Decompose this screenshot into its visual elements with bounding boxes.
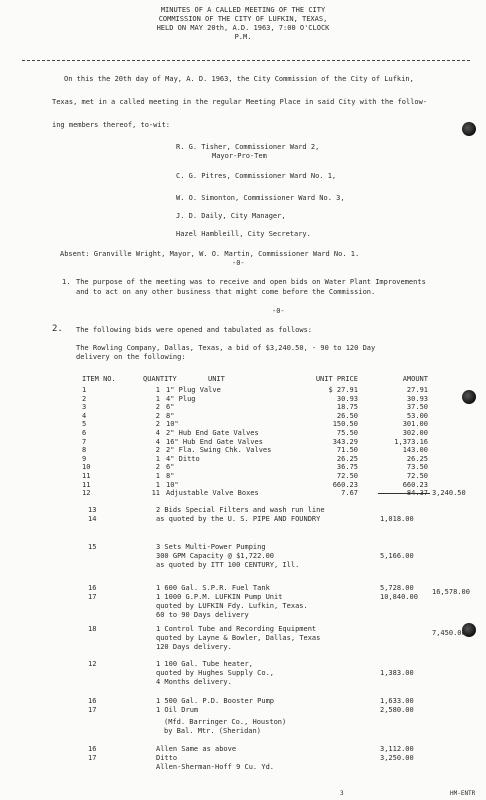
bid-line: 4 Months delivery.: [156, 678, 232, 686]
bid-line: 3 Sets Multi-Power Pumping: [156, 543, 266, 551]
amount: 30.93: [406, 394, 428, 403]
description: 10": [166, 420, 179, 429]
minutes-title-line-4: P.M.: [234, 33, 252, 41]
description: 4" Ditto: [166, 454, 200, 463]
header-unit: UNIT: [208, 375, 225, 383]
bid-amount: 3,250.00: [380, 754, 414, 762]
vendor-1-line-1: The Rowling Company, Dallas, Texas, a bid of $3,240.50, - 90 to 120 Day: [76, 344, 376, 352]
bid-amount: 1,018.00: [380, 515, 414, 523]
bid-line: 1 100 Gal. Tube heater,: [156, 660, 253, 668]
bid-line: quoted by LUFKIN Fdy. Lufkin, Texas.: [156, 602, 308, 610]
minutes-title-line-2: COMMISSION OF THE CITY OF LUFKIN, TEXAS,: [158, 15, 328, 23]
unit-price: 26.25: [336, 454, 358, 463]
item-number: 11: [82, 472, 91, 480]
unit-price: 18.75: [336, 403, 358, 412]
bid-line: 1 Oil Drum: [156, 706, 199, 714]
quantity: 1: [155, 480, 160, 489]
description: 8": [166, 472, 175, 480]
description: 8": [166, 411, 175, 420]
intro-line-2: Texas, met in a called meeting in the regular Meeting Place in said City with the follow-: [52, 98, 428, 106]
quantity: 1: [155, 472, 160, 480]
item-number: 8: [82, 446, 87, 455]
description: 6": [166, 463, 175, 472]
item-1-text-line-1: The purpose of the meeting was to receive and open bids on Water Plant Improvements: [76, 278, 426, 286]
attendee-2: C. G. Pitres, Commissioner Ward No. 1,: [176, 172, 337, 180]
bid-line: as quoted by the U. S. PIPE AND FOUNDRY: [156, 515, 321, 523]
intro-line-3: ing members thereof, to-wit:: [52, 121, 171, 129]
quantity: 11: [151, 489, 160, 498]
bid-amount: 2,580.00: [380, 706, 414, 714]
bid-line: Ditto: [156, 754, 178, 762]
item-number: 7: [82, 437, 87, 446]
item-number: 3: [82, 403, 87, 412]
amount: 37.50: [406, 403, 428, 412]
item-1-separator: -0-: [272, 307, 285, 315]
bid-item-number: 16: [88, 697, 97, 705]
amount: 84.37: [406, 489, 428, 498]
bid-line: 1 500 Gal. P.D. Booster Pump: [156, 697, 275, 705]
bid-item-number: 15: [88, 543, 97, 551]
minutes-title-line-1: MINUTES OF A CALLED MEETING OF THE CITY: [160, 6, 326, 14]
quantity: 2: [155, 463, 160, 472]
bid-line: by Bal. Mtr. (Sheridan): [164, 727, 261, 735]
unit-price: 75.50: [336, 429, 358, 437]
item-number: 1: [82, 386, 87, 394]
bid-item-number: 16: [88, 584, 97, 592]
unit-price: 71.50: [336, 446, 358, 455]
bid-line: Allen Same as above: [156, 745, 237, 753]
bid-line: 2 Bids Special Filters and wash run line: [156, 506, 325, 514]
bid-line: Allen-Sherman-Hoff 9 Cu. Yd.: [156, 763, 275, 771]
bid-line: 1 600 Gal. S.P.R. Fuel Tank: [156, 584, 270, 592]
item-number: 5: [82, 420, 87, 429]
bid-item-number: 17: [88, 706, 97, 714]
item-1-text-line-2: and to act on any other business that might come before the Commission.: [76, 288, 376, 296]
bid-line: 1 Control Tube and Recording Equipment: [156, 625, 317, 633]
bid-total: 16,578.00: [432, 588, 470, 596]
quantity: 1: [155, 454, 160, 463]
description: 2" Hub End Gate Valves: [166, 429, 259, 437]
quantity: 4: [155, 437, 160, 446]
unit-price: 150.50: [332, 420, 358, 429]
minutes-title-line-3: HELD ON MAY 20th, A.D. 1963, 7:00 O'CLOCK: [156, 24, 330, 32]
attendee-1-title: Mayor-Pro-Tem: [212, 152, 267, 160]
bid-line: as quoted by ITT 100 CENTURY, Ill.: [156, 561, 300, 569]
punch-hole-top: [462, 122, 476, 136]
amount: 143.00: [402, 446, 428, 455]
item-number: 4: [82, 411, 87, 420]
subtotal: 3,240.50: [432, 489, 466, 498]
amount: 302.00: [402, 429, 428, 437]
description: 4" Plug: [166, 394, 196, 403]
bid-item-number: 13: [88, 506, 97, 514]
absent-line: Absent: Granville Wright, Mayor, W. O. Martin, Commissioner Ward No. 1.: [60, 250, 360, 258]
bid-amount: 5,728.00: [380, 584, 414, 592]
description: 16" Hub End Gate Valves: [166, 437, 263, 446]
unit-price: 660.23: [332, 480, 358, 489]
subtotal-underline: [378, 493, 430, 494]
bid-item-number: 17: [88, 754, 97, 762]
quantity: 1: [155, 386, 160, 394]
item-2-number: 2.: [52, 324, 63, 334]
unit-price: 36.75: [336, 463, 358, 472]
bid-line: quoted by Layne & Bowler, Dallas, Texas: [156, 634, 321, 642]
bid-line: 60 to 90 Days delivery: [156, 611, 249, 619]
bid-amount: 1,383.00: [380, 669, 414, 677]
item-number: 11: [82, 480, 91, 489]
unit-price: 343.29: [332, 437, 358, 446]
bid-item-number: 16: [88, 745, 97, 753]
header-amount: AMOUNT: [402, 375, 428, 383]
unit-price: 26.50: [336, 411, 358, 420]
header-quantity: QUANTITY: [143, 375, 177, 383]
attendee-3: W. O. Simonton, Commissioner Ward No. 3,: [176, 194, 345, 202]
amount: 26.25: [406, 454, 428, 463]
bid-amount: 3,112.00: [380, 745, 414, 753]
item-2-text: The following bids were opened and tabulated as follows:: [76, 326, 313, 334]
intro-line-1: On this the 20th day of May, A. D. 1963, the City Commission of the City of Lufkin,: [64, 75, 414, 83]
description: 6": [166, 403, 175, 412]
table-header: [0, 375, 486, 384]
document-stamp: HM-ENTR: [450, 790, 476, 797]
header-divider: [22, 60, 470, 61]
item-1-number: 1.: [62, 278, 71, 286]
amount: 301.00: [402, 420, 428, 429]
absent-separator: -0-: [232, 259, 245, 267]
bid-line: (Mfd. Barringer Co., Houston): [164, 718, 287, 726]
quantity: 2: [155, 446, 160, 455]
item-number: 9: [82, 454, 87, 463]
unit-price: 7.67: [341, 489, 358, 498]
item-number: 10: [82, 463, 91, 472]
description: Adjustable Valve Boxes: [166, 489, 259, 498]
page-number: 3: [340, 790, 344, 797]
amount: 660.23: [402, 480, 428, 489]
bid-total: 7,450.00: [432, 629, 466, 637]
vendor-1-line-2: delivery on the following:: [76, 353, 186, 361]
bid-amount: 1,633.00: [380, 697, 414, 705]
unit-price: $ 27.91: [328, 386, 358, 394]
bid-amount: 10,840.00: [380, 593, 418, 601]
bid-amount: 5,166.00: [380, 552, 414, 560]
amount: 73.50: [406, 463, 428, 472]
attendee-4: J. D. Daily, City Manager,: [176, 212, 286, 220]
amount: 1,373.16: [394, 437, 428, 446]
item-number: 6: [82, 429, 87, 437]
header-item-no: ITEM NO.: [82, 375, 116, 383]
attendee-1: R. G. Tisher, Commissioner Ward 2,: [176, 143, 320, 151]
bid-line: 120 Days delivery.: [156, 643, 232, 651]
bid-item-number: 18: [88, 625, 97, 633]
quantity: 4: [155, 429, 160, 437]
bid-item-number: 12: [88, 660, 97, 668]
amount: 53.00: [406, 411, 428, 420]
unit-price: 72.50: [336, 472, 358, 480]
quantity: 2: [155, 403, 160, 412]
quantity: 2: [155, 411, 160, 420]
header-unit-price: UNIT PRICE: [315, 375, 358, 383]
quantity: 2: [155, 420, 160, 429]
description: 10": [166, 480, 179, 489]
quantity: 1: [155, 394, 160, 403]
description: 2" Fla. Swing Chk. Valves: [166, 446, 272, 455]
bid-line: quoted by Hughes Supply Co.,: [156, 669, 275, 677]
unit-price: 30.93: [336, 394, 358, 403]
bid-item-number: 14: [88, 515, 97, 523]
amount: 27.91: [406, 386, 428, 394]
description: 1" Plug Valve: [166, 386, 221, 394]
bid-line: 300 GPM Capacity @ $1,722.00: [156, 552, 275, 560]
bid-line: 1 1000 G.P.M. LUFKIN Pump Unit: [156, 593, 283, 601]
item-number: 2: [82, 394, 87, 403]
bid-item-number: 17: [88, 593, 97, 601]
amount: 72.50: [406, 472, 428, 480]
item-number: 12: [82, 489, 91, 498]
attendee-5: Hazel Hambleill, City Secretary.: [176, 230, 311, 238]
